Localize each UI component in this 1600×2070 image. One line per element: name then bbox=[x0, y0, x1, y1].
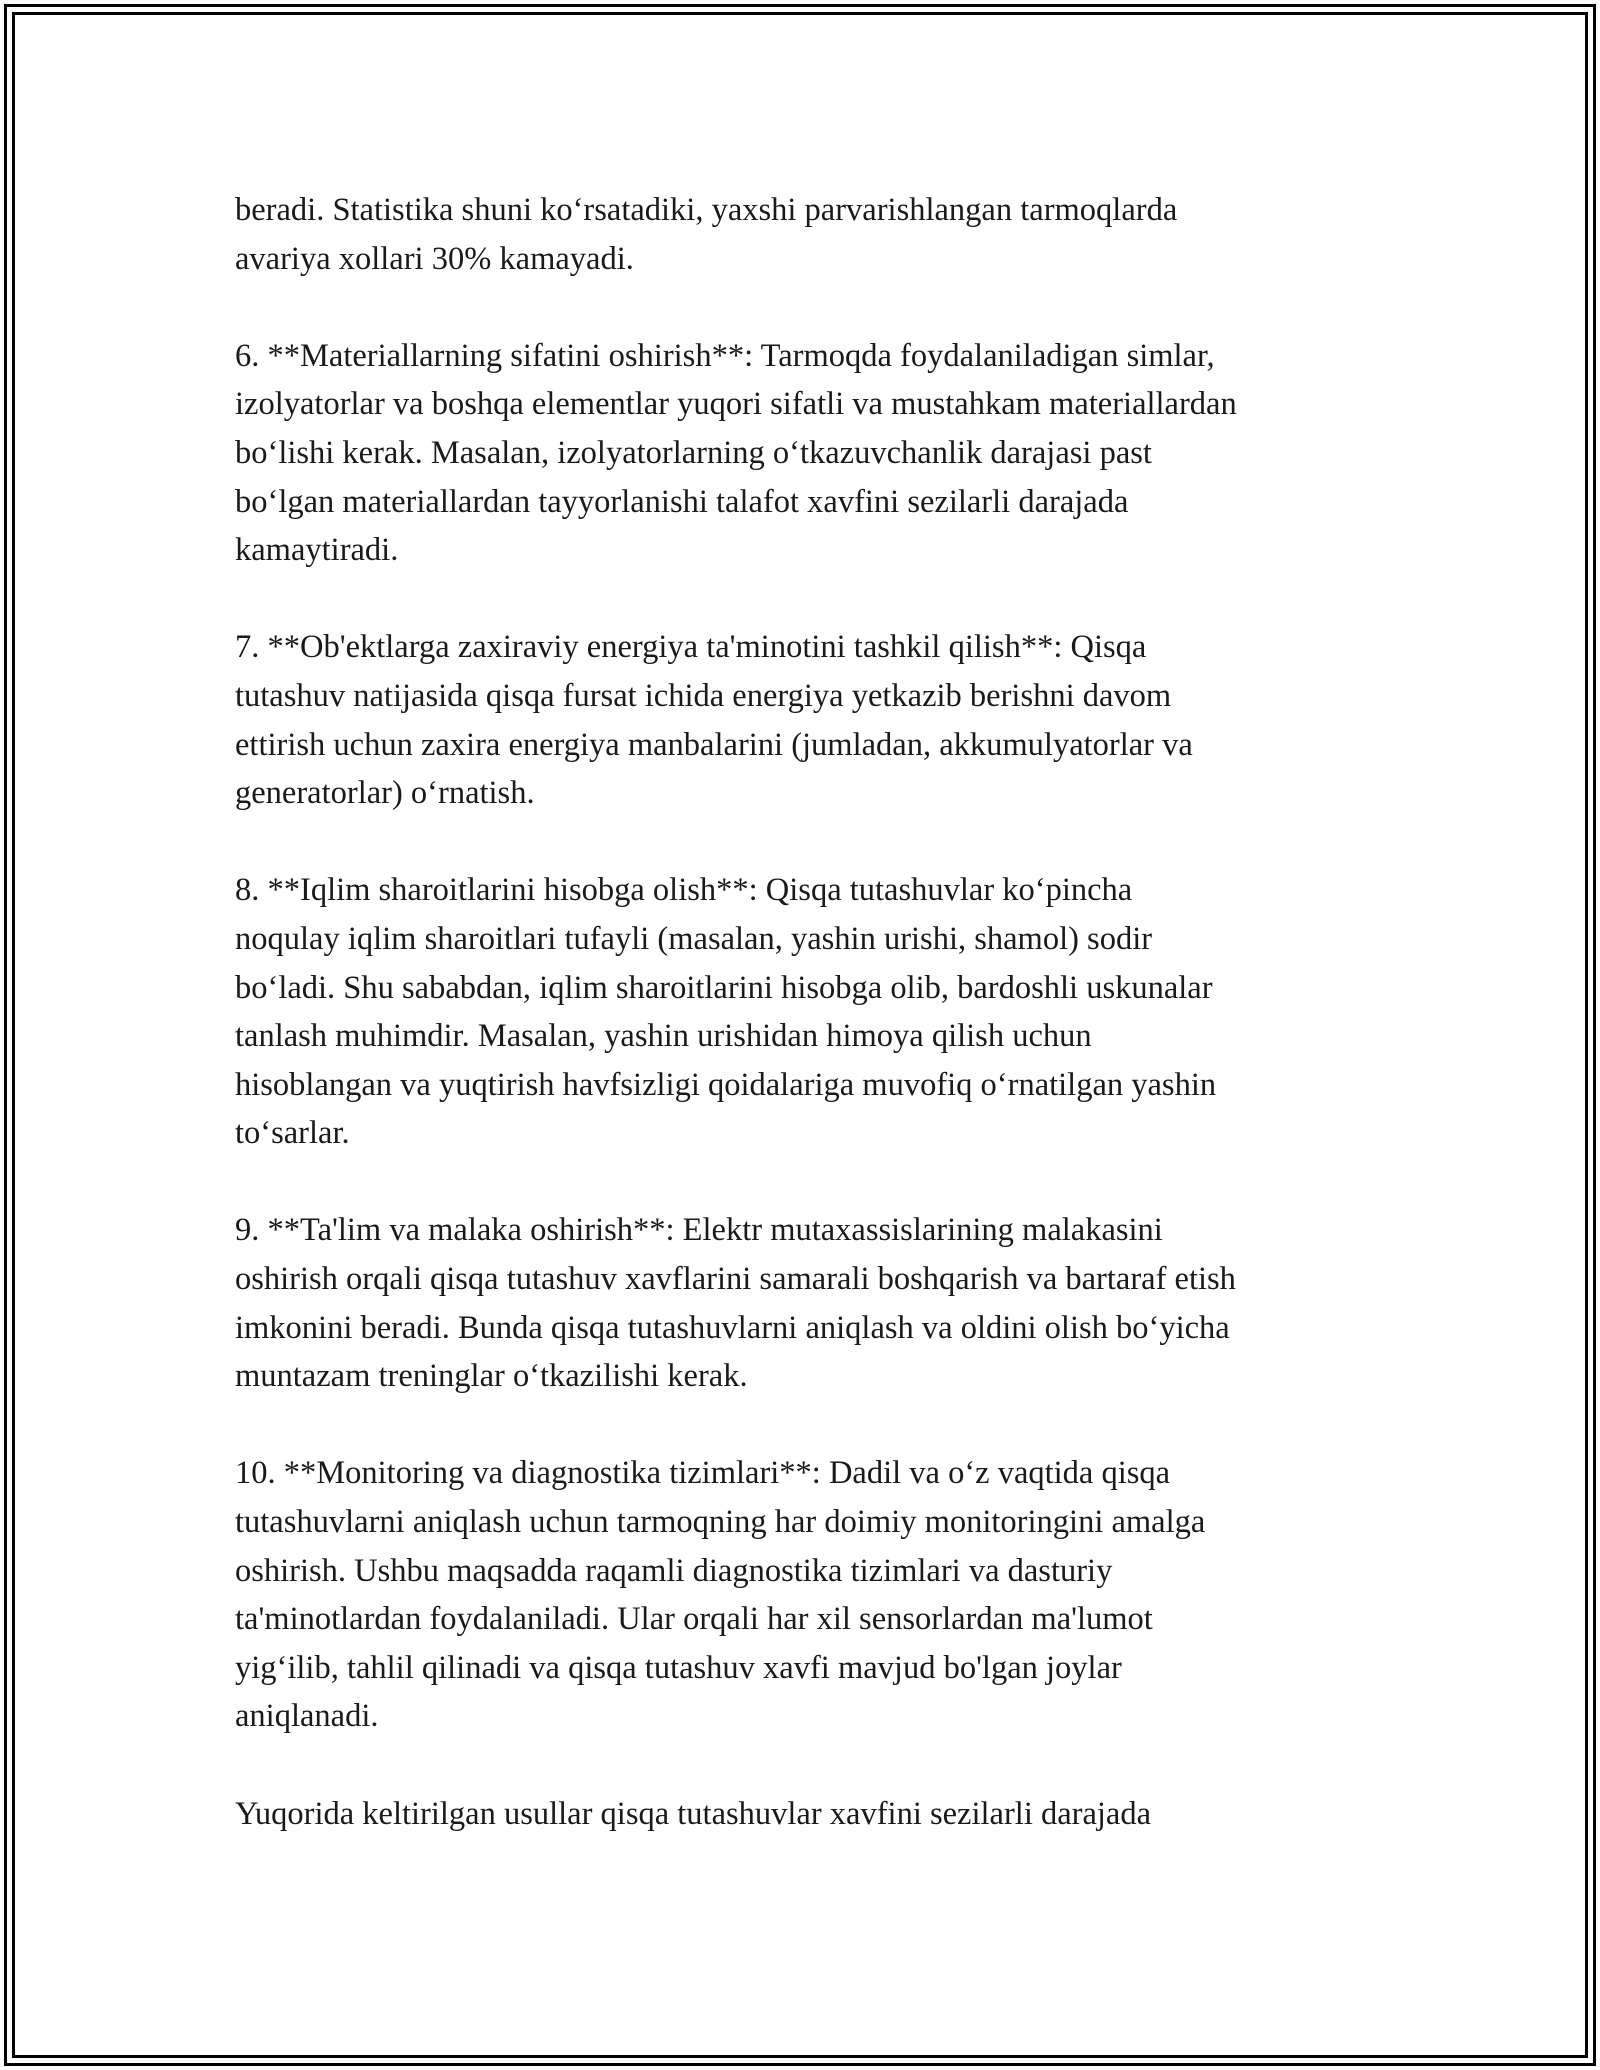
text-line: tutashuv natijasida qisqa fursat ichida energiya yetkazib berishni davom bbox=[235, 677, 1172, 714]
text-line: 7. **Ob'ektlarga zaxiraviy energiya ta'minotini tashkil qilish**: Qisqa bbox=[235, 629, 1147, 666]
text-line: bo‘lgan materiallardan tayyorlanishi talafot xavfini sezilarli darajada bbox=[235, 483, 1129, 520]
paragraph-item-8 bbox=[235, 866, 1400, 1158]
text-line: aniqlanadi. bbox=[235, 1698, 379, 1735]
text-line: 6. **Materiallarning sifatini oshirish**: Tarmoqda foydalaniladigan simlar, bbox=[235, 337, 1215, 374]
text-line: 10. **Monitoring va diagnostika tizimlari**: Dadil va o‘z vaqtida qisqa bbox=[235, 1455, 1171, 1492]
text-line: oshirish. Ushbu maqsadda raqamli diagnostika tizimlari va dasturiy bbox=[235, 1552, 1113, 1589]
text-line: imkonini beradi. Bunda qisqa tutashuvlarni aniqlash va oldini olish bo‘yicha bbox=[235, 1309, 1230, 1346]
text-line: tanlash muhimdir. Masalan, yashin urishidan himoya qilish uchun bbox=[235, 1018, 1092, 1055]
text-line: ta'minotlardan foydalaniladi. Ular orqali har xil sensorlardan ma'lumot bbox=[235, 1601, 1153, 1638]
text-line: oshirish orqali qisqa tutashuv xavflarini samarali boshqarish va bartaraf etish bbox=[235, 1261, 1236, 1298]
paragraph-continuation bbox=[235, 186, 1400, 283]
text-line: to‘sarlar. bbox=[235, 1115, 350, 1152]
paragraph-item-7 bbox=[235, 623, 1400, 817]
paragraph-item-10 bbox=[235, 1449, 1400, 1741]
text-line: 8. **Iqlim sharoitlarini hisobga olish**: Qisqa tutashuvlar ko‘pincha bbox=[235, 872, 1133, 909]
text-line: 9. **Ta'lim va malaka oshirish**: Elektr mutaxassislarining malakasini bbox=[235, 1212, 1163, 1249]
text-line: yig‘ilib, tahlil qilinadi va qisqa tutashuv xavfi mavjud bo'lgan joylar bbox=[235, 1649, 1122, 1686]
text-line: beradi. Statistika shuni ko‘rsatadiki, yaxshi parvarishlangan tarmoqlarda bbox=[235, 192, 1178, 228]
text-line: ettirish uchun zaxira energiya manbalarini (jumladan, akkumulyatorlar va bbox=[235, 726, 1193, 763]
text-line: bo‘lishi kerak. Masalan, izolyatorlarning o‘tkazuvchanlik darajasi past bbox=[235, 434, 1152, 471]
text-line: hisoblangan va yuqtirish havfsizligi qoidalariga muvofiq o‘rnatilgan yashin bbox=[235, 1066, 1217, 1103]
text-line: avariya xollari 30% kamayadi. bbox=[235, 240, 634, 277]
text-line: bo‘ladi. Shu sababdan, iqlim sharoitlarini hisobga olib, bardoshli uskunalar bbox=[235, 969, 1213, 1006]
text-line: noqulay iqlim sharoitlari tufayli (masalan, yashin urishi, shamol) sodir bbox=[235, 920, 1153, 957]
text-line: tutashuvlarni aniqlash uchun tarmoqning har doimiy monitoringini amalga bbox=[235, 1504, 1206, 1541]
text-line: kamaytiradi. bbox=[235, 532, 399, 569]
paragraph-conclusion bbox=[235, 1790, 1400, 1839]
document-body bbox=[235, 186, 1400, 1838]
text-line: muntazam treninglar o‘tkazilishi kerak. bbox=[235, 1358, 748, 1395]
text-line: Yuqorida keltirilgan usullar qisqa tutashuvlar xavfini sezilarli darajada bbox=[235, 1795, 1152, 1832]
paragraph-item-6 bbox=[235, 332, 1400, 575]
text-line: izolyatorlar va boshqa elementlar yuqori sifatli va mustahkam materiallardan bbox=[235, 386, 1237, 423]
text-line: generatorlar) o‘rnatish. bbox=[235, 775, 535, 812]
paragraph-item-9 bbox=[235, 1206, 1400, 1400]
